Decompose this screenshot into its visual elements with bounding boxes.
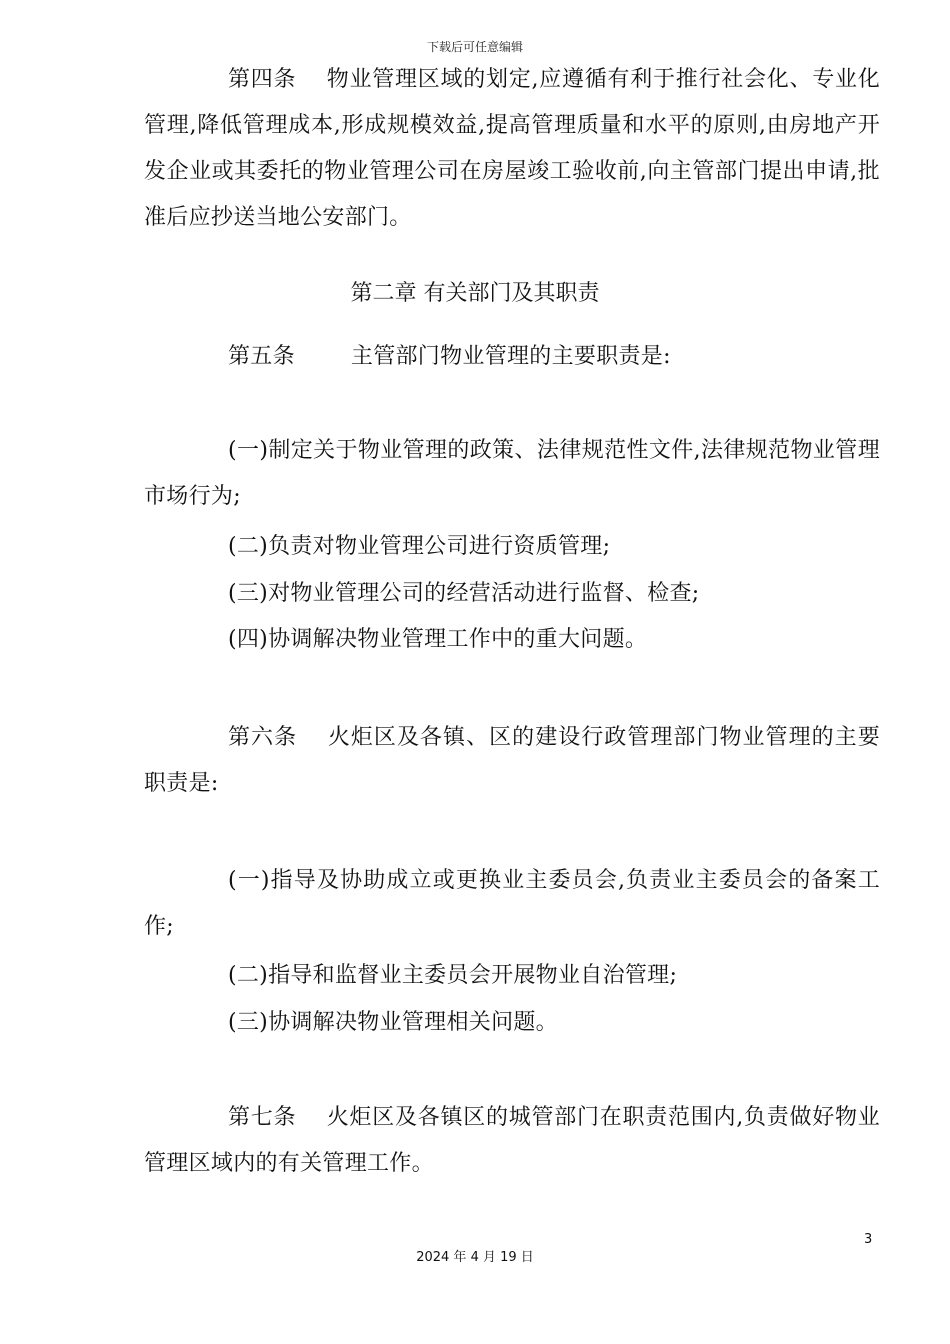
- article-6-item: (一)指导及协助成立或更换业主委员会,负责业主委员会的备案工作;: [144, 868, 880, 939]
- article-6-item: (二)指导和监督业主委员会开展物业自治管理;: [228, 963, 678, 988]
- article-5-label: 第五条: [228, 344, 295, 369]
- article-5-text: 主管部门物业管理的主要职责是:: [350, 344, 671, 369]
- article-5-item: (三)对物业管理公司的经营活动进行监督、检查;: [228, 581, 700, 606]
- article-5-item: (四)协调解决物业管理工作中的重大问题。: [228, 627, 648, 652]
- article-6-paragraph: [144, 715, 880, 807]
- article-6-label: 第六条: [228, 725, 298, 750]
- article-7-text: 火炬区及各镇区的城管部门在职责范围内,负责做好物业管理区域内的有关管理工作。: [144, 1105, 880, 1176]
- page-number: 3: [864, 1232, 873, 1247]
- header-note: 下载后可任意编辑: [426, 40, 523, 54]
- footer-date: 2024 年 4 月 19 日: [416, 1250, 534, 1265]
- article-4-paragraph: [144, 57, 880, 241]
- article-6-text: 火炬区及各镇、区的建设行政管理部门物业管理的主要职责是:: [144, 725, 881, 796]
- article-5-paragraph: [144, 334, 880, 380]
- article-5-item: (一)制定关于物业管理的政策、法律规范性文件,法律规范物业管理市场行为;: [144, 438, 880, 509]
- article-5-item: (二)负责对物业管理公司进行资质管理;: [228, 534, 611, 559]
- article-4-label: 第四条: [228, 67, 297, 92]
- article-7-paragraph: [144, 1095, 880, 1187]
- article-4-text: 物业管理区域的划定,应遵循有利于推行社会化、专业化管理,降低管理成本,形成规模效益,提高管理质量和水平的原则,由房地产开发企业或其委托的物业管理公司在房屋竣工验收前,向主管部门提出申请,批准后应抄送当地公安部门。: [144, 67, 880, 230]
- chapter-heading: 第二章 有关部门及其职责: [350, 281, 600, 306]
- article-6-item: (三)协调解决物业管理相关问题。: [228, 1010, 558, 1035]
- article-7-label: 第七条: [228, 1105, 297, 1130]
